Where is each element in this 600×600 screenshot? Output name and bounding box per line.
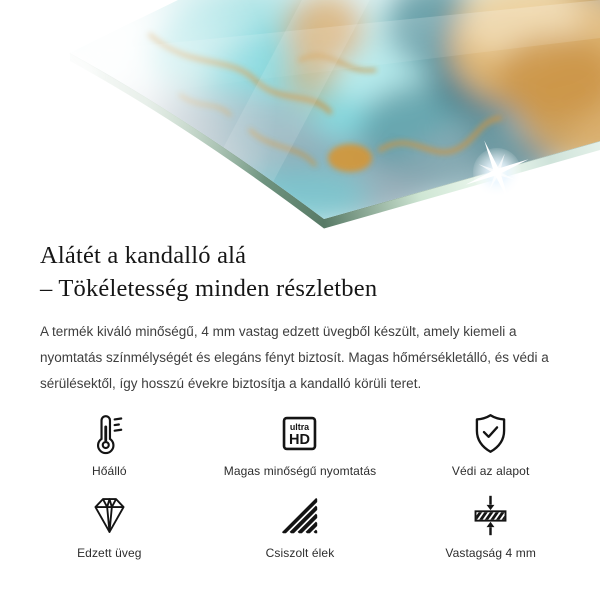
svg-text:ultra: ultra <box>290 421 310 432</box>
feature-heat-resistant <box>14 410 205 478</box>
feature-label: Hőálló <box>92 464 127 478</box>
feature-base-protection <box>395 410 586 478</box>
feature-thickness <box>395 492 586 560</box>
product-copy <box>0 239 600 397</box>
feature-label: Vastagság 4 mm <box>445 546 536 560</box>
product-image <box>0 0 600 232</box>
shield-check-icon <box>468 410 513 456</box>
feature-label: Magas minőségű nyomtatás <box>223 464 377 478</box>
glass-panel-artwork <box>0 0 600 232</box>
thickness-icon <box>468 492 513 538</box>
ultra-hd-icon <box>277 410 322 456</box>
corner-fade <box>0 0 600 232</box>
title-line-2: – Tökéletesség minden részletben <box>40 275 378 302</box>
product-description: A termék kiváló minőségű, 4 mm vastag edzett üvegből készült, amely kiemeli a nyomtatás színmélységét és elegáns fényt biztosít. Magas hőmérsékletálló, és védi a sérülésektől, így hosszú évekre biztosítja a kandalló körüli teret. <box>40 324 549 391</box>
title-line-1: Alátét a kandalló alá <box>40 242 247 269</box>
feature-label: Védi az alapot <box>451 464 530 478</box>
thermometer-icon <box>87 410 132 456</box>
feature-polished-edges <box>205 492 396 560</box>
diamond-icon <box>87 492 132 538</box>
page-title <box>40 239 560 305</box>
svg-text:HD: HD <box>289 431 311 448</box>
features-grid <box>0 410 600 560</box>
feature-tempered-glass <box>14 492 205 560</box>
feature-label: Edzett üveg <box>77 546 142 560</box>
feature-print-quality <box>205 410 396 478</box>
polished-edges-icon <box>277 492 322 538</box>
feature-label: Csiszolt élek <box>265 546 335 560</box>
